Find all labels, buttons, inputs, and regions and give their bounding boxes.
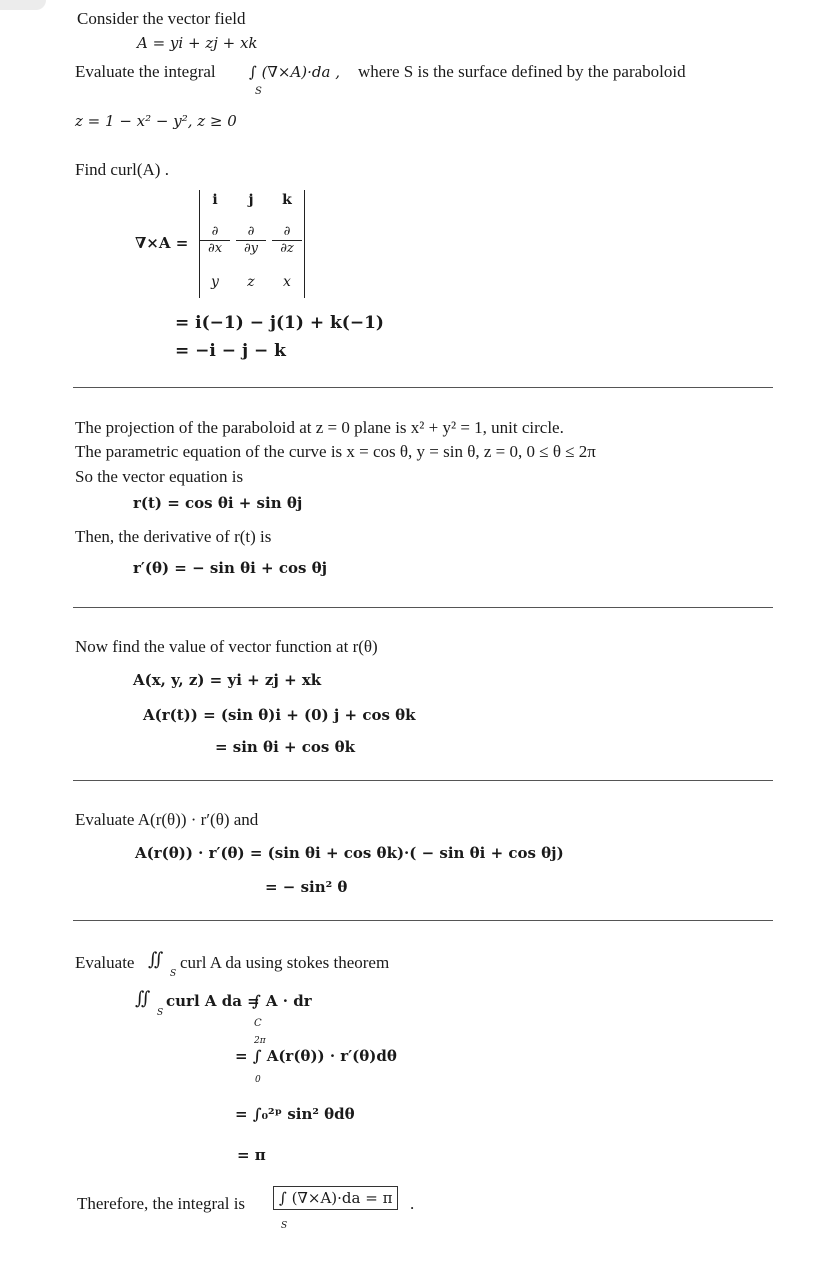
final-answer-box: [273, 1186, 398, 1210]
divider-1: [73, 387, 773, 388]
final-answer: ∫ (∇×A)·da = π: [279, 1189, 393, 1207]
det-j: j: [248, 192, 254, 208]
intro-text: Consider the vector field: [77, 9, 246, 28]
vector-fn-eq3: = sin θi + cos θk: [215, 738, 355, 756]
stokes-eq4: = π: [237, 1146, 266, 1164]
curl-heading: Find curl(A) .: [75, 160, 169, 179]
derivative-text: Then, the derivative of r(t) is: [75, 527, 272, 546]
stokes-eq1-sub: S: [157, 1008, 164, 1018]
dot-eq1: A(r(θ)) · r′(θ) = (sin θi + cos θk)·( − sin θi + cos θj): [135, 844, 564, 862]
divider-3: [73, 780, 773, 781]
r-prime-equation: r′(θ) = − sin θi + cos θj: [133, 559, 328, 577]
det-z: z: [247, 274, 255, 290]
conclusion-period: .: [410, 1194, 415, 1213]
conclusion-text: Therefore, the integral is: [77, 1194, 246, 1213]
integral-subscript: S: [255, 86, 262, 97]
paraboloid-equation: z = 1 − x² − y², z ≥ 0: [75, 112, 237, 130]
det-y: y: [211, 274, 219, 290]
det-i: i: [212, 192, 218, 208]
stokes-eq2-upper: 2π: [254, 1036, 266, 1046]
dot-eq2: = − sin² θ: [265, 878, 348, 896]
vector-equation-text: So the vector equation is: [75, 467, 244, 486]
stokes-eq1-mid: curl A da =: [166, 992, 260, 1010]
partial-z: ∂ ∂z: [272, 224, 302, 257]
divider-2: [73, 607, 773, 608]
curl-lhs: ∇×A =: [135, 234, 189, 252]
det-x: x: [283, 274, 291, 290]
stokes-heading-suffix: curl A da using stokes theorem: [180, 953, 390, 972]
intro-evaluate-text: Evaluate the integral: [75, 62, 216, 81]
vector-fn-eq1: A(x, y, z) = yi + zj + xk: [133, 671, 322, 689]
corner-shadow: [0, 0, 46, 10]
curl-expansion: = i(−1) − j(1) + k(−1): [175, 313, 384, 333]
stokes-eq2: = ∫ A(r(θ)) · r′(θ)dθ: [235, 1047, 397, 1065]
vector-field-equation: A = yi + zj + xk: [137, 34, 258, 52]
stokes-eq1-rhs: ∫ A · dr: [252, 992, 312, 1010]
r-equation: r(t) = cos θi + sin θj: [133, 494, 303, 512]
stokes-eq2-lower: 0: [255, 1075, 261, 1085]
det-k: k: [282, 192, 292, 208]
parametric-text: The parametric equation of the curve is x = cos θ, y = sin θ, z = 0, 0 ≤ θ ≤ 2π: [75, 442, 596, 461]
vector-fn-eq2: A(r(t)) = (sin θ)i + (0) j + cos θk: [143, 706, 416, 724]
determinant-matrix: [199, 190, 305, 298]
partial-y: ∂ ∂y: [236, 224, 266, 257]
intro-surface-text: where S is the surface defined by the paraboloid: [358, 62, 686, 81]
stokes-heading-sub: S: [170, 969, 177, 979]
stokes-eq1-integral: ∬: [135, 988, 151, 1009]
stokes-heading-prefix: Evaluate: [75, 953, 135, 972]
integral-expression: ∫ (∇×A)·da ,: [249, 63, 341, 81]
partial-x: ∂ ∂x: [200, 224, 230, 257]
curl-result: = −i − j − k: [175, 341, 286, 361]
projection-text: The projection of the paraboloid at z = 0 plane is x² + y² = 1, unit circle.: [75, 418, 564, 437]
final-answer-sub: S: [281, 1221, 288, 1231]
vector-fn-heading: Now find the value of vector function at r(θ): [75, 637, 378, 656]
divider-4: [73, 920, 773, 921]
stokes-heading-integral: ∬: [148, 949, 164, 970]
stokes-eq3: = ∫₀²ᵖ sin² θdθ: [235, 1105, 355, 1123]
stokes-eq1-c: C: [254, 1018, 262, 1029]
dot-heading: Evaluate A(r(θ)) · r′(θ) and: [75, 810, 259, 829]
